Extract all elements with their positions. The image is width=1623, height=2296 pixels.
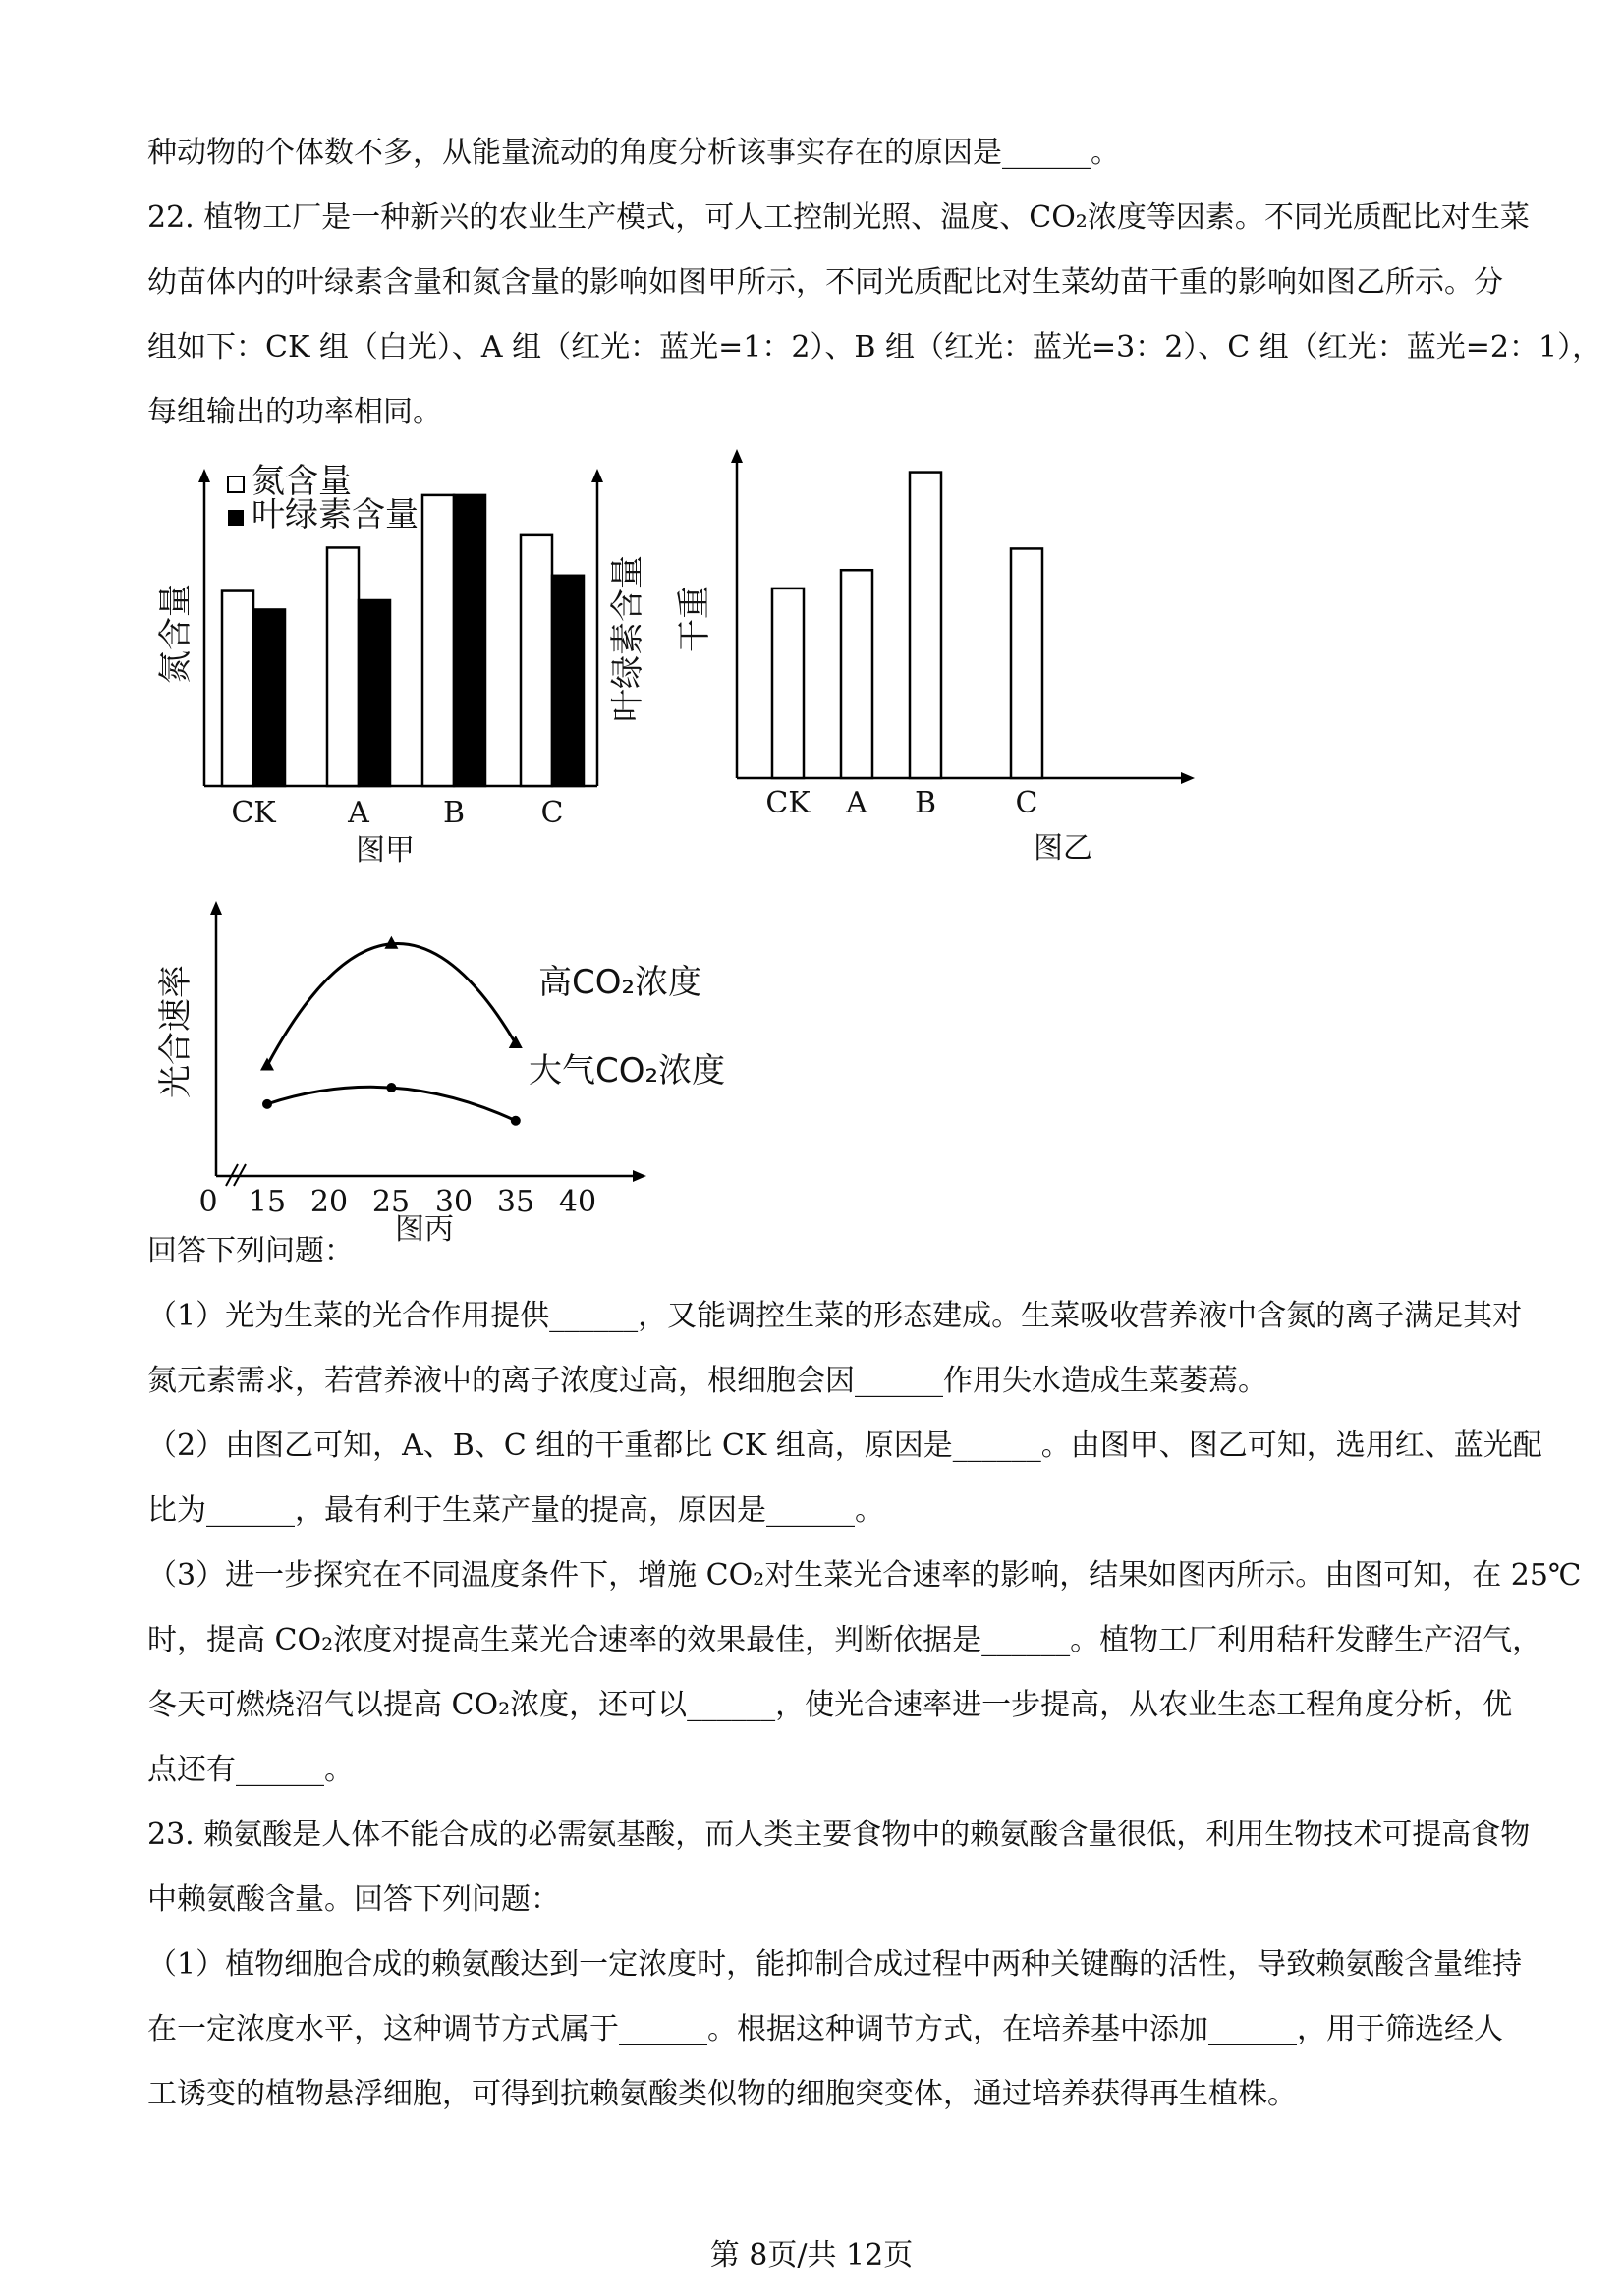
y-axis-arrow xyxy=(210,901,222,915)
text-line: 回答下列问题： xyxy=(147,1234,354,1268)
x-tick-label: 20 xyxy=(309,1185,349,1219)
question-22-line: 22. 植物工厂是一种新兴的农业生产模式，可人工控制光照、温度、CO₂浓度等因素。不同光质配比对生菜 xyxy=(147,200,1530,235)
y-axis-arrow xyxy=(731,449,743,463)
x-tick-label: C xyxy=(540,796,564,830)
text-line: （3）进一步探究在不同温度条件下，增施 CO₂对生菜光合速率的影响，结果如图丙所示。由图可知，在 25℃ xyxy=(147,1558,1582,1593)
text-line: 冬天可燃烧沼气以提高 CO₂浓度，还可以______，使光合速率进一步提高，从农业生态工程角度分析，优 xyxy=(147,1688,1513,1722)
text-line: 幼苗体内的叶绿素含量和氮含量的影响如图甲所示，不同光质配比对生菜幼苗干重的影响如图乙所示。分 xyxy=(147,265,1503,300)
text-line: 时，提高 CO₂浓度对提高生菜光合速率的效果最佳，判断依据是______。植物工厂利用秸秆发酵生产沼气， xyxy=(147,1623,1542,1657)
circle-marker xyxy=(386,1083,396,1092)
x-tick-label: 25 xyxy=(371,1185,411,1219)
text-line: （1）光为生菜的光合作用提供______，又能调控生菜的形态建成。生菜吸收营养液中含氮的离子满足其对 xyxy=(147,1299,1523,1333)
x-tick-label: CK xyxy=(231,796,276,830)
x-axis-arrow xyxy=(1181,772,1195,784)
x-tick-label: 0 xyxy=(198,1185,218,1219)
figure-caption: 图甲 xyxy=(356,833,415,868)
x-tick-label: 30 xyxy=(434,1185,474,1219)
page-footer: 第 8页/共 12页 xyxy=(709,2238,914,2272)
bar-chlorophyll-ck xyxy=(253,609,285,786)
y-axis-label-left: 氮含量 xyxy=(156,584,196,684)
bar-dry-weight-b xyxy=(910,473,941,778)
text-line: （1）植物细胞合成的赖氨酸达到一定浓度时，能抑制合成过程中两种关键酶的活性，导致赖氨酸含量维持 xyxy=(147,1947,1523,1982)
legend-white-swatch xyxy=(228,476,244,492)
text-line: （2）由图乙可知，A、B、C 组的干重都比 CK 组高，原因是______。由图甲、图乙可知，选用红、蓝光配 xyxy=(147,1428,1542,1463)
bar-dry-weight-a xyxy=(841,570,872,778)
bar-dry-weight-ck xyxy=(772,588,804,778)
x-tick-label: B xyxy=(442,796,466,830)
x-tick-label: CK xyxy=(765,786,811,820)
x-tick-label: 15 xyxy=(248,1185,287,1219)
series-label-ambient-co2: 大气CO₂浓度 xyxy=(529,1051,726,1091)
x-tick-label: C xyxy=(1015,786,1038,820)
bars-group xyxy=(222,495,584,786)
y-axis-label: 光合速率 xyxy=(156,965,196,1098)
text-line: 氮元素需求，若营养液中的离子浓度过高，根细胞会因______作用失水造成生菜萎蔫。 xyxy=(147,1364,1267,1398)
figure-bing-chart xyxy=(138,899,727,1247)
circle-marker xyxy=(511,1116,521,1126)
legend-black-swatch xyxy=(228,510,244,526)
text-line: 点还有______。 xyxy=(147,1753,354,1787)
curve-high-co2 xyxy=(267,943,516,1065)
curves-group xyxy=(260,936,523,1126)
figure-caption: 图乙 xyxy=(1034,831,1092,866)
bar-chlorophyll-b xyxy=(454,495,485,786)
bar-chlorophyll-c xyxy=(552,576,584,786)
bar-nitrogen-ck xyxy=(222,591,253,786)
text-line: 每组输出的功率相同。 xyxy=(147,395,442,429)
legend-nitrogen-label: 氮含量 xyxy=(252,462,352,501)
bars-group xyxy=(772,473,1042,778)
x-axis-arrow xyxy=(633,1170,646,1182)
text-line: 种动物的个体数不多，从能量流动的角度分析该事实存在的原因是______。 xyxy=(147,136,1120,170)
question-23-line: 23. 赖氨酸是人体不能合成的必需氨基酸，而人类主要食物中的赖氨酸含量很低，利用生物技术可提高食物 xyxy=(147,1818,1531,1852)
bar-nitrogen-b xyxy=(422,495,454,786)
y-axis-label: 干重 xyxy=(675,586,714,652)
bar-dry-weight-c xyxy=(1011,548,1042,778)
bar-nitrogen-c xyxy=(521,535,552,786)
left-axis-arrow xyxy=(198,469,210,482)
legend-chlorophyll-label: 叶绿素含量 xyxy=(252,495,419,534)
text-line: 在一定浓度水平，这种调节方式属于______。根据这种调节方式，在培养基中添加______，用于筛选经人 xyxy=(147,2012,1503,2046)
x-tick-label: 35 xyxy=(496,1185,535,1219)
x-tick-label: A xyxy=(846,786,867,820)
figure-caption: 图丙 xyxy=(395,1212,454,1247)
circle-marker xyxy=(262,1099,272,1109)
right-axis-arrow xyxy=(591,469,603,482)
series-label-high-co2: 高CO₂浓度 xyxy=(538,963,702,1002)
bar-chlorophyll-a xyxy=(359,600,390,786)
x-tick-label: A xyxy=(348,796,369,830)
figure-yi-chart xyxy=(668,447,1218,899)
x-tick-label: B xyxy=(914,786,937,820)
figures-area xyxy=(138,447,1218,1247)
y-axis-label-right: 叶绿素含量 xyxy=(608,555,647,722)
figure-jia-chart xyxy=(138,447,648,899)
text-line: 工诱变的植物悬浮细胞，可得到抗赖氨酸类似物的细胞突变体，通过培养获得再生植株。 xyxy=(147,2077,1297,2111)
text-line: 组如下：CK 组（白光）、A 组（红光：蓝光=1：2）、B 组（红光：蓝光=3：2）、C 组（红光：蓝光=2：1）， xyxy=(147,330,1602,364)
text-line: 比为______，最有利于生菜产量的提高，原因是______。 xyxy=(147,1493,884,1528)
bar-nitrogen-a xyxy=(327,547,359,786)
text-line: 中赖氨酸含量。回答下列问题： xyxy=(147,1882,560,1917)
x-tick-label: 40 xyxy=(558,1185,597,1219)
